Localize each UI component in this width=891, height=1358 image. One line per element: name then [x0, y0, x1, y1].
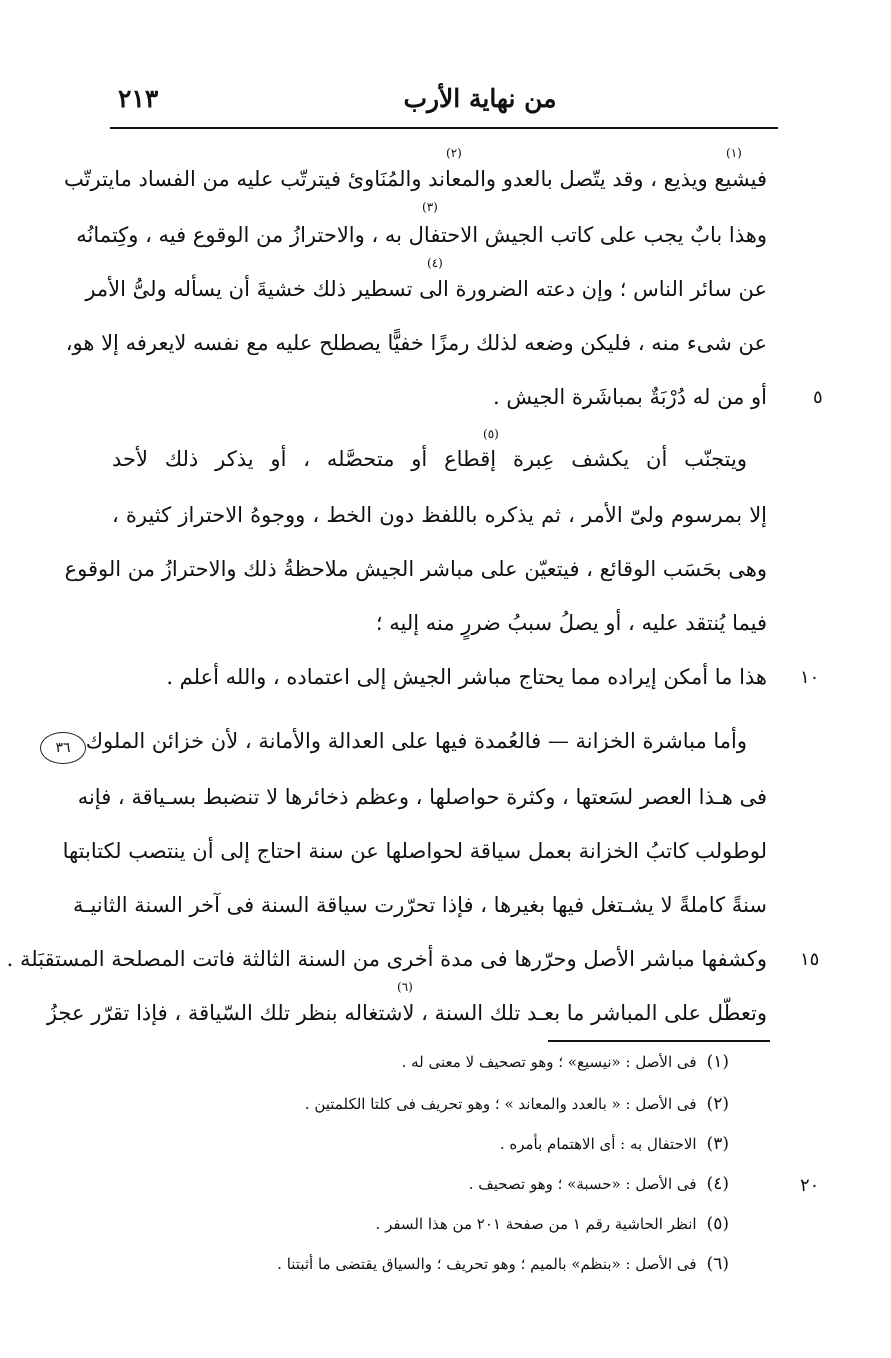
footnote-rule	[548, 1040, 770, 1042]
line-number-20: ٢٠	[800, 1175, 820, 1196]
body-line: أو من له دُرْبَةٌ بمباشَرة الجيش .	[493, 385, 767, 409]
footnote-text: فى الأصل : «بنظم» بالميم ؛ وهو تحريف ؛ والسياق يقتضى ما أثبتنا .	[277, 1255, 697, 1273]
body-line: وكشفها مباشر الأصل وحرّرها فى مدة أخرى من السنة الثالثة فاتت المصلحة المستقبَلة .	[6, 947, 767, 971]
footnote-text: انظر الحاشية رقم ١ من صفحة ٢٠١ من هذا السفر .	[375, 1215, 697, 1233]
footnote	[402, 1050, 729, 1074]
footnote-marker-1: (١)	[726, 146, 742, 160]
body-line: هذا ما أمكن إيراده مما يحتاج مباشر الجيش إلى اعتماده ، والله أعلم .	[166, 665, 767, 689]
body-line: فى هـذا العصر لسَعتها ، وكثرة حواصلها ، وعظم ذخائرها لا تنضبط بسـياقة ، فإنه	[77, 785, 767, 809]
body-line: فيشيع ويذيع ، وقد يتّصل بالعدو والمعاند والمُنَاوئ فيترتّب عليه من الفساد مايترتّب	[63, 167, 767, 191]
body-line: ويتجنّب أن يكشف عِبرة إقطاع أو متحصَّله ، أو يذكر ذلك لأحد	[112, 447, 747, 471]
footnote-marker-2: (٢)	[446, 146, 462, 160]
line-number-10: ١٠	[800, 667, 820, 688]
body-line: إلا بمرسوم ولىّ الأمر ، ثم يذكره باللفظ دون الخط ، ووجوهُ الاحتراز كثيرة ،	[112, 503, 767, 527]
body-line: لوطولب كاتبُ الخزانة بعمل سياقة لحواصلها عن سنة احتاج إلى أن ينتصب لكتابتها	[62, 839, 767, 863]
footnote-text: الاحتفال به : أى الاهتمام بأمره .	[499, 1135, 697, 1153]
footnote	[469, 1172, 729, 1196]
footnote-marker-4: (٤)	[427, 256, 443, 270]
footnote-number: (١)	[706, 1052, 729, 1072]
running-title: من نهاية الأرب	[403, 84, 557, 113]
page-number: ٢١٣	[118, 84, 159, 113]
footnote-number: (٣)	[706, 1134, 729, 1154]
body-line: عن سائر الناس ؛ وإن دعته الضرورة الى تسطير ذلك خشيةَ أن يسأله ولىُّ الأمر	[85, 277, 767, 301]
body-line: وتعطّل على المباشر ما بعـد تلك السنة ، لاشتغاله بنظر تلك السّياقة ، فإذا تقرّر عجزُ	[46, 1001, 767, 1025]
manuscript-folio-note: ٣٦	[40, 732, 86, 764]
footnote-marker-3: (٣)	[422, 200, 438, 214]
body-line: سنةً كاملةً لا يشـتغل فيها بغيرها ، فإذا تحرّرت سياقة السنة فى آخر السنة الثانيـة	[73, 893, 767, 917]
footnote	[277, 1252, 729, 1276]
footnote-text: فى الأصل : «حسبة» ؛ وهو تصحيف .	[468, 1175, 697, 1193]
footnote-number: (٦)	[706, 1254, 729, 1274]
footnote-text: فى الأصل : «نيسيع» ؛ وهو تصحيف لا معنى له .	[401, 1053, 697, 1071]
body-line: عن شىء منه ، فليكن وضعه لذلك رمزًا خفيًّا يصطلح عليه مع نفسه لايعرفه إلا هو،	[65, 331, 767, 355]
footnote-text: فى الأصل : « بالعدد والمعاند » ؛ وهو تحريف فى كلتا الكلمتين .	[304, 1095, 697, 1113]
footnote-number: (٢)	[706, 1094, 729, 1114]
footnote-number: (٥)	[706, 1214, 729, 1234]
footnote	[376, 1212, 729, 1236]
body-line: فيما يُنتقد عليه ، أو يصلُ سببُ ضررٍ منه إليه ؛	[375, 611, 767, 635]
line-number-15: ١٥	[800, 949, 820, 970]
footnote-marker-6: (٦)	[397, 980, 413, 994]
line-number-5: ٥	[813, 387, 823, 408]
footnote	[305, 1092, 729, 1116]
body-line: وهذا بابٌ يجب على كاتب الجيش الاحتفال به ، والاحترازُ من الوقوع فيه ، وكِتمانُه	[76, 223, 767, 247]
footnote	[500, 1132, 729, 1156]
header-rule	[110, 127, 778, 129]
body-line: وأما مباشرة الخزانة — فالعُمدة فيها على العدالة والأمانة ، لأن خزائن الملوك	[85, 729, 747, 753]
body-line: وهى بحَسَب الوقائع ، فيتعيّن على مباشر الجيش ملاحظةُ ذلك والاحترازُ من الوقوع	[64, 557, 767, 581]
footnote-number: (٤)	[706, 1174, 729, 1194]
footnote-marker-5: (٥)	[483, 427, 499, 441]
